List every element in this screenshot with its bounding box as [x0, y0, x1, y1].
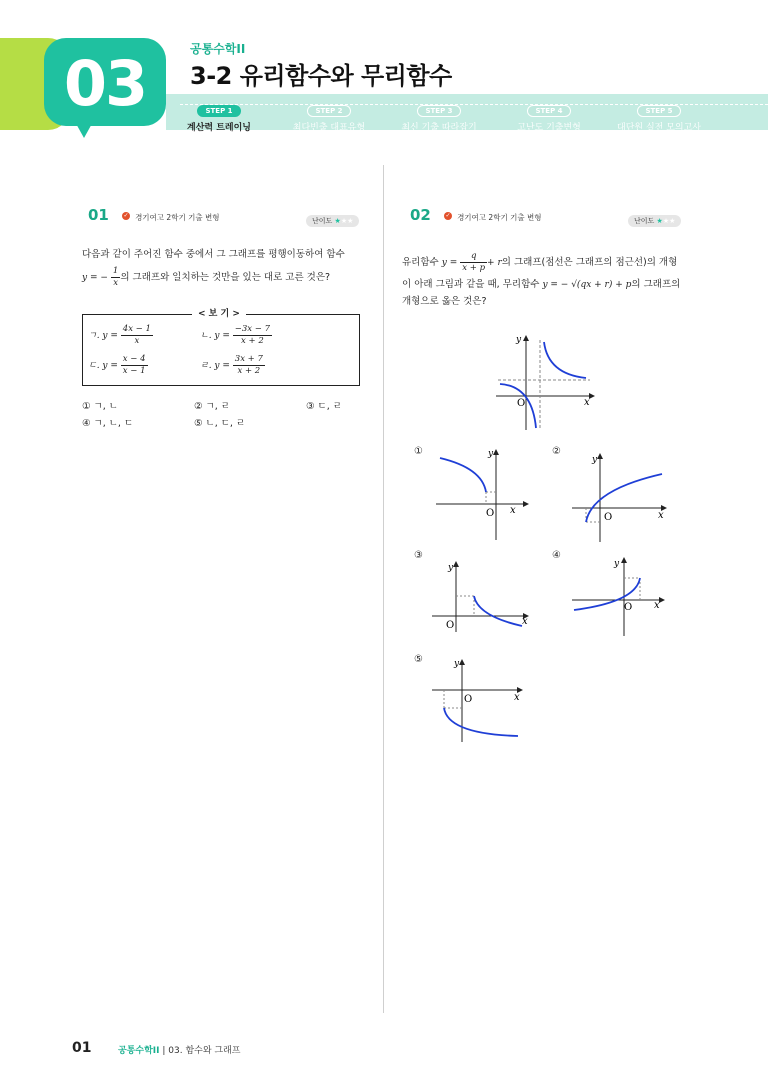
q1-stem-line2: 의 그래프와 일치하는 것만을 있는 대로 고른 것은? — [120, 272, 331, 283]
star-empty-icon: ★★ — [662, 217, 676, 225]
fraction-numerator: 1 — [112, 266, 119, 276]
curve — [440, 458, 486, 492]
fraction-numerator: x − 4 — [122, 354, 146, 364]
step-pill: STEP 4 — [527, 105, 570, 117]
q2-choice-1-label[interactable]: ① — [414, 446, 423, 457]
bogi-item-3 — [88, 354, 148, 377]
q2-number: 02 — [410, 206, 431, 224]
y-axis-label: y — [592, 455, 598, 465]
q1-number: 01 — [88, 206, 109, 224]
q1-choice-4[interactable]: ④ ㄱ, ㄴ, ㄷ — [82, 418, 134, 429]
bogi-label: ㄱ. y = — [88, 331, 118, 341]
step-5[interactable] — [604, 98, 714, 133]
star-empty-icon: ★★ — [340, 217, 354, 225]
y-axis-label: y — [488, 449, 494, 459]
fraction-numerator: 4x − 1 — [122, 324, 151, 334]
column-divider — [383, 165, 384, 1013]
footer-text — [118, 1043, 240, 1056]
x-axis-label: x — [522, 616, 528, 627]
step-2[interactable] — [274, 98, 384, 133]
q2-eq-suffix: + r — [487, 258, 502, 268]
origin-label: O — [486, 508, 495, 519]
q2-source: 경기여고 2학기 기출 변형 — [457, 213, 542, 222]
star-icon: ★ — [334, 217, 341, 225]
fraction-denominator: x + 2 — [241, 336, 264, 346]
y-axis-label: y — [516, 335, 522, 345]
curve — [444, 708, 518, 736]
origin-label: O — [446, 620, 455, 631]
step-pill: STEP 1 — [197, 105, 240, 117]
q2-stem — [402, 250, 694, 310]
step-4[interactable] — [494, 98, 604, 133]
bogi-label: ㄹ. y = — [200, 361, 230, 371]
check-icon: ✓ — [123, 211, 129, 219]
origin-label: O — [464, 694, 473, 705]
fraction-numerator: −3x − 7 — [234, 324, 271, 334]
q2-choice-3-label[interactable]: ③ — [414, 550, 423, 561]
q2-stem-e: 개형으로 옳은 것은? — [402, 296, 487, 307]
x-axis-label: x — [510, 505, 516, 516]
q2-choice-2-label[interactable]: ② — [552, 446, 561, 457]
q2-stem-row1 — [402, 250, 694, 276]
origin-label: O — [517, 398, 526, 409]
step-3[interactable] — [384, 98, 494, 133]
curve — [474, 596, 522, 626]
q2-choice-4-label[interactable]: ④ — [552, 550, 561, 561]
footer-subject: 공통수학II — [118, 1046, 160, 1056]
x-axis-label: x — [658, 510, 664, 521]
fraction-denominator: x — [113, 278, 119, 288]
page-title: 3-2 유리함수와 무리함수 — [190, 62, 452, 90]
q1-choice-2[interactable]: ② ㄱ, ㄹ — [194, 401, 230, 412]
q2-main-graph — [490, 330, 600, 434]
step-label: 최신 기출 따라잡기 — [401, 123, 477, 133]
q2-eq-prefix: y = — [441, 258, 458, 268]
star-icon: ★ — [656, 217, 663, 225]
q1-choice-3[interactable]: ③ ㄷ, ㄹ — [306, 401, 342, 412]
x-axis-label: x — [654, 600, 660, 611]
bogi-title: < 보 기 > — [192, 306, 246, 319]
bogi-item-1 — [88, 324, 153, 347]
fraction-denominator: x + p — [462, 263, 486, 273]
difficulty-label: 난이도 — [634, 217, 655, 225]
y-axis-label: y — [448, 563, 454, 573]
q2-choice-5-label[interactable]: ⑤ — [414, 654, 423, 665]
q1-eq-fraction — [111, 266, 120, 289]
q2-eq2: y = − √(qx + r) + p — [542, 280, 632, 290]
footer-chapter: 03. 함수와 그래프 — [168, 1046, 241, 1056]
q1-choice-1[interactable]: ① ㄱ, ㄴ — [82, 401, 118, 412]
origin-label: O — [624, 602, 633, 613]
subject-label: 공통수학II — [190, 42, 246, 56]
q2-stem-row2 — [402, 276, 694, 294]
q2-stem-b: 의 그래프(점선은 그래프의 점근선)의 개형 — [501, 257, 678, 268]
step-label: 계산력 트레이닝 — [187, 123, 251, 133]
step-1[interactable] — [164, 98, 274, 133]
q1-header — [88, 205, 219, 224]
step-pill: STEP 2 — [307, 105, 350, 117]
curve — [586, 474, 662, 522]
x-axis-label: x — [584, 397, 590, 408]
step-label: 고난도 기출변형 — [517, 123, 581, 133]
q2-difficulty — [628, 208, 681, 227]
q2-stem-a: 유리함수 — [402, 257, 439, 268]
footer-separator: | — [162, 1046, 166, 1056]
q2-choice-5-graph[interactable] — [430, 656, 526, 744]
q2-choice-4-graph[interactable] — [570, 552, 670, 638]
q1-choice-5[interactable]: ⑤ ㄴ, ㄷ, ㄹ — [194, 418, 246, 429]
fraction-denominator: x + 2 — [237, 366, 261, 376]
hyperbola-branch-1 — [544, 342, 586, 378]
y-axis-label: y — [454, 659, 460, 669]
bogi-item-4 — [200, 354, 265, 377]
q2-choice-1-graph[interactable] — [432, 446, 532, 542]
q2-stem-c: 이 아래 그림과 같을 때, 무리함수 — [402, 279, 540, 290]
check-icon: ✓ — [445, 211, 451, 219]
q1-stem — [82, 244, 372, 289]
fraction-denominator: x − 1 — [122, 366, 146, 376]
q1-stem-line2-wrap — [82, 266, 372, 289]
fraction-denominator: x — [134, 336, 140, 346]
chapter-number: 03 — [63, 47, 147, 120]
q1-difficulty — [306, 208, 359, 227]
fraction-numerator: q — [460, 251, 487, 263]
bogi-item-2 — [200, 324, 272, 347]
x-axis-label: x — [514, 692, 520, 703]
q2-choice-2-graph[interactable] — [570, 450, 670, 544]
difficulty-label: 난이도 — [312, 217, 333, 225]
bogi-label: ㄷ. y = — [88, 361, 118, 371]
page-number: 01 — [72, 1040, 92, 1056]
step-label: 대단원 실전 모의고사 — [617, 123, 701, 133]
y-axis-label: y — [614, 559, 620, 569]
step-pill: STEP 5 — [637, 105, 680, 117]
step-pill: STEP 3 — [417, 105, 460, 117]
q1-source: 경기여고 2학기 기출 변형 — [135, 213, 220, 222]
q2-stem-d: 의 그래프의 — [631, 279, 681, 290]
fraction-numerator: 3x + 7 — [234, 354, 263, 364]
origin-label: O — [604, 512, 613, 523]
q1-stem-line1: 다음과 같이 주어진 함수 중에서 그 그래프를 평행이동하여 함수 — [82, 249, 345, 260]
q2-choice-3-graph[interactable] — [430, 556, 530, 634]
q1-eq-prefix: y = − — [82, 273, 108, 283]
step-label: 최다빈출 대표유형 — [292, 123, 366, 133]
q2-header — [410, 205, 541, 224]
bogi-label: ㄴ. y = — [200, 331, 230, 341]
